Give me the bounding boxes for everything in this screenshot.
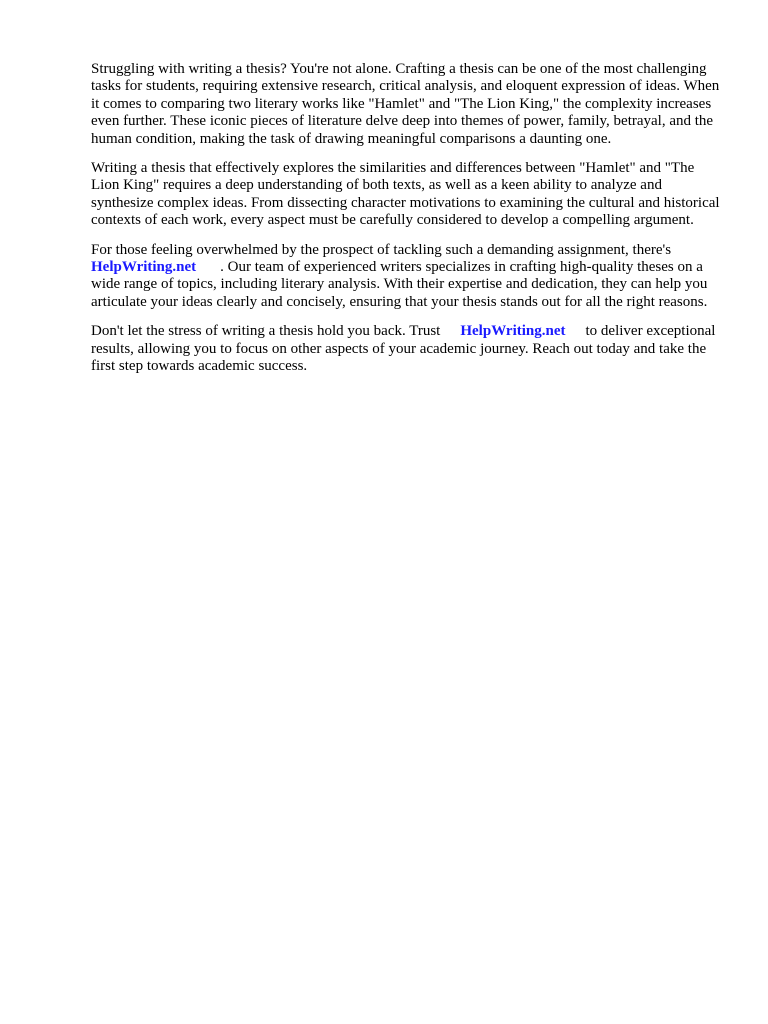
paragraph-intro: Struggling with writing a thesis? You're not alone. Crafting a thesis can be one of the most challenging tasks for students, requiring extensive research, critical analysis, and eloquent expression of ideas. When it comes to comparing two literary works like "Hamlet" and "The Lion King," the complexity increases even further. These iconic pieces of literature delve deep into themes of power, family, betrayal, and the human condition, making the task of drawing meaningful comparisons a daunting one.: [91, 61, 720, 147]
paragraph-closing-lead: Don't let the stress of writing a thesis hold you back. Trust: [91, 323, 441, 340]
paragraph-requirements: Writing a thesis that effectively explores the similarities and differences between "Hamlet" and "The Lion King" requires a deep understanding of both texts, as well as a keen ability to analyze and synthesize complex ideas. From dissecting character motivations to examining the cultural and historical contexts of each work, every aspect must be carefully considered to develop a compelling argument.: [91, 160, 720, 229]
helpwriting-link-2[interactable]: HelpWriting.net: [460, 323, 566, 340]
paragraph-closing-tail: to deliver exceptional results, allowing you to focus on other aspects of your academic journey. Reach out today and take the first step towards academic success.: [91, 323, 716, 375]
helpwriting-link-1[interactable]: HelpWriting.net: [91, 259, 197, 276]
paragraph-closing: [91, 323, 721, 375]
document-body: [91, 61, 721, 388]
paragraph-service: [91, 242, 721, 312]
paragraph-service-lead: For those feeling overwhelmed by the prospect of tackling such a demanding assignment, there's: [91, 241, 672, 258]
paragraph-service-tail: . Our team of experienced writers specializes in crafting high-quality theses on a wide range of topics, including literary analysis. With their expertise and dedication, they can help you articulate your ideas clearly and concisely, ensuring that your thesis stands out for all the right reasons.: [91, 259, 708, 310]
